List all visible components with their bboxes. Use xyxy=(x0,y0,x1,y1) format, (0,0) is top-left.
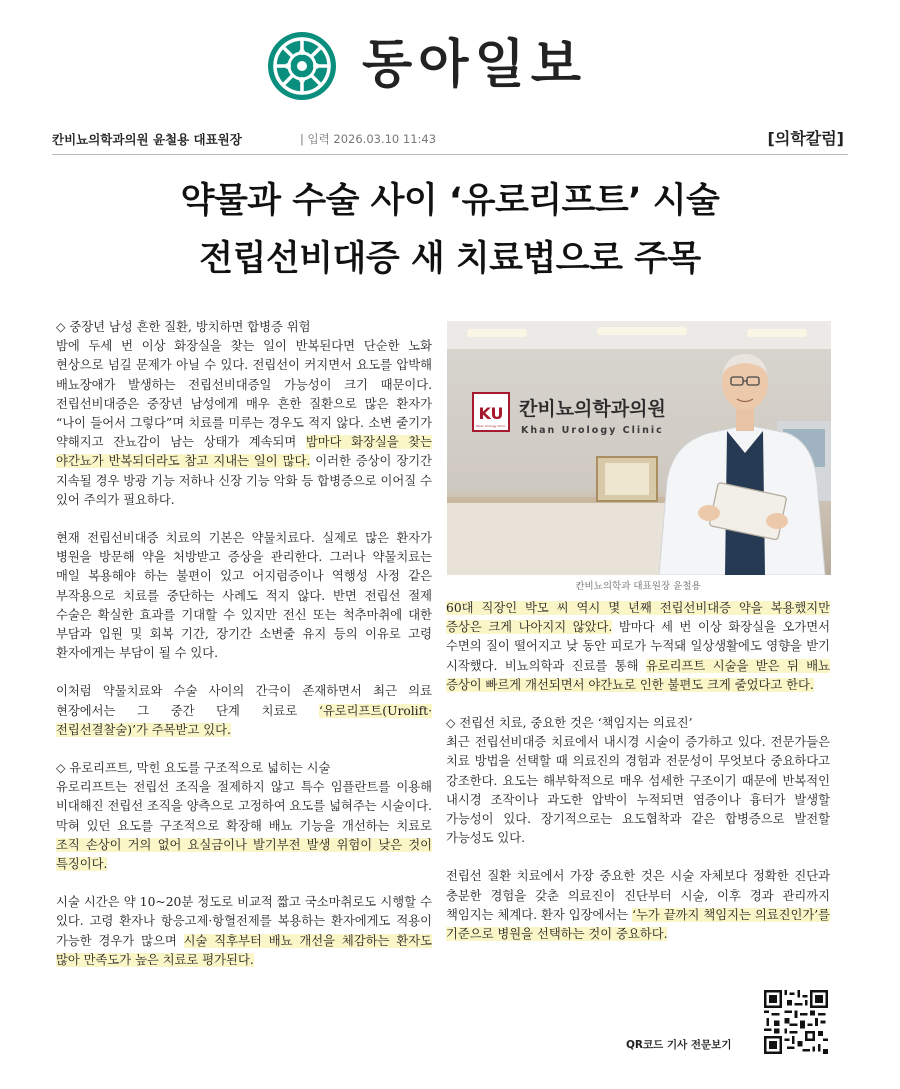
paragraph xyxy=(446,867,830,944)
headline xyxy=(40,172,860,288)
subheading: ◇ 중장년 남성 흔한 질환, 방치하면 합병증 위험 xyxy=(56,320,311,334)
clinic-sign-name: 칸비뇨의학과의원 xyxy=(519,398,666,420)
paragraph-text: 이처럼 약물치료와 수술 사이의 간극이 존재하면서 최근 의료 현장에서는 그 중간 단계 치료로 xyxy=(56,684,432,718)
paragraph: 현재 전립선비대증 치료의 기본은 약물치료다. 실제로 많은 환자가 병원을 방문해 약을 처방받고 증상을 관리한다. 그러나 약물치료는 매일 복용해야 하는 불편이 있고 어지럼증이나 역행성 사정 같은 부작용으로 치료를 중단하는 사례도 적지 않다. 반면 전립선 절제 수술은 확실한 효과를 기대할 수 있지만 전신 또는 척추마취에 대한 부담과 입원 및 회복 기간, 장기간 소변줄 유지 등의 이유로 고령 환자에게는 부담이 될 수 있다. xyxy=(56,531,432,661)
paragraph-text: 유로리프트는 전립선 조직을 절제하지 않고 특수 임플란트를 이용해 비대해진 전립선 조직을 양측으로 고정하여 요도를 넓혀주는 시술이다. 막혀 있던 요도를 구조적으로 확장해 배뇨 기능을 개선하는 치료로 xyxy=(56,780,432,833)
paragraph xyxy=(56,759,432,874)
qr-label: QR코드 기사 전문보기 xyxy=(626,1039,732,1051)
byline xyxy=(52,126,848,152)
sign-logo-text: KU xyxy=(478,404,504,423)
donga-emblem-icon xyxy=(266,30,338,102)
paragraph xyxy=(56,893,432,970)
headline-line-2: 전립선비대증 새 치료법으로 주목 xyxy=(199,239,701,279)
publish-date: | 입력 2026.03.10 11:43 xyxy=(300,132,437,146)
article-photo xyxy=(447,321,831,575)
paragraph xyxy=(446,599,830,695)
article-column-left xyxy=(56,318,432,970)
masthead xyxy=(0,24,900,114)
sign-logo-subtext: Khan Urology Clinic xyxy=(476,424,506,428)
highlighted-text: 밤마다 화장실을 찾는 야간뇨가 반복되더라도 참고 지내는 일이 많다. xyxy=(56,435,432,469)
clinic-sign-english: Khan Urology Clinic xyxy=(521,425,664,436)
section-label: [의학칼럼] xyxy=(767,129,844,148)
article-column-right xyxy=(446,599,830,944)
author-name: 칸비뇨의학과의원 윤철용 대표원장 xyxy=(52,132,242,147)
paragraph xyxy=(56,318,432,510)
subheading: ◇ 유로리프트, 막힌 요도를 구조적으로 넓히는 시술 xyxy=(56,761,331,776)
paragraph-text: 시술 시간은 약 10~20분 정도로 비교적 짧고 국소마취로도 시행할 수 있다. 고령 환자나 항응고제·항혈전제를 복용하는 환자에게도 적용이 가능한 경우가 많으며 xyxy=(56,895,432,948)
subheading: ◇ 전립선 치료, 중요한 것은 ‘책임지는 의료진’ xyxy=(446,716,693,731)
qr-code-icon[interactable] xyxy=(764,990,828,1054)
divider xyxy=(52,154,848,155)
highlighted-text: ‘유로리프트(Urolift·전립선결찰술)’가 주목받고 있다. xyxy=(56,703,432,737)
highlighted-text: 60대 직장인 박모 씨 역시 몇 년째 전립선비대증 약을 복용했지만 증상은 크게 나아지지 않았다. xyxy=(446,601,830,635)
highlighted-text: 유로리프트 시술을 받은 뒤 배뇨 증상이 빠르게 개선되면서 야간뇨로 인한 불편도 크게 줄었다고 한다. xyxy=(446,658,830,692)
paragraph xyxy=(56,682,432,740)
highlighted-text: 조직 손상이 거의 없어 요실금이나 발기부전 발생 위험이 낮은 것이 특징이다. xyxy=(56,837,432,872)
ku-logo-icon xyxy=(473,393,509,431)
paragraph-text: 밤에 두세 번 이상 화장실을 찾는 일이 반복된다면 단순한 노화 현상으로 넘길 문제가 아닐 수 있다. 전립선이 커지면서 요도를 압박해 배뇨장애가 발생하는 전립선비대증일 가능성이 크기 때문이다. 전립선비대증은 중장년 남성에게 매우 흔한 질환으로 많은 환자가 “나이 들어서 그렇다”며 치료를 미루는 경우도 적지 않다. 소변 줄기가 약해지고 잔뇨감이 남는 상태가 계속되며 xyxy=(56,339,432,450)
paragraph-text: 전립선 질환 치료에서 가장 중요한 것은 시술 자체보다 정확한 진단과 충분한 경험을 갖춘 의료진이 진단부터 시술, 이후 경과 관리까지 책임지는 체계다. 환자 입장에서는 xyxy=(446,869,830,922)
masthead-logo-text: 동아일보 xyxy=(362,35,587,95)
highlighted-text: 시술 직후부터 배뇨 개선을 체감하는 환자도 많아 만족도가 높은 치료로 평가된다. xyxy=(56,933,432,967)
paragraph-text: 최근 전립선비대증 치료에서 내시경 시술이 증가하고 있다. 전문가들은 치료 방법을 선택할 때 의료진의 경험과 전문성이 무엇보다 중요하다고 강조한다. 요도는 해부학적으로 매우 섬세한 구조이기 때문에 반복적인 내시경 조작이나 과도한 압박이 누적되면 염증이나 흉터가 발생할 가능성이 있다. 장기적으로는 요도협착과 같은 합병증으로 발전할 가능성도 있다. xyxy=(446,735,830,846)
paragraph-text: 밤마다 세 번 이상 화장실을 오가면서 수면의 질이 떨어지고 낮 동안 피로가 누적돼 일상생활에도 영향을 받기 시작했다. 비뇨의학과 진료를 통해 xyxy=(446,620,830,673)
photo-caption: 칸비뇨의학과 대표원장 윤철용 xyxy=(575,581,701,592)
highlighted-text: ‘누가 끝까지 책임지는 의료진인가’를 기준으로 병원을 선택하는 것이 중요하다. xyxy=(446,907,830,942)
paragraph xyxy=(446,714,830,848)
paragraph-text: 이러한 증상이 장기간 지속될 경우 방광 기능 저하나 신장 기능 악화 등 합병증으로 이어질 수 있어 주의가 필요하다. xyxy=(56,454,432,507)
headline-line-1: 약물과 수술 사이 ‘유로리프트’ 시술 xyxy=(180,181,720,221)
